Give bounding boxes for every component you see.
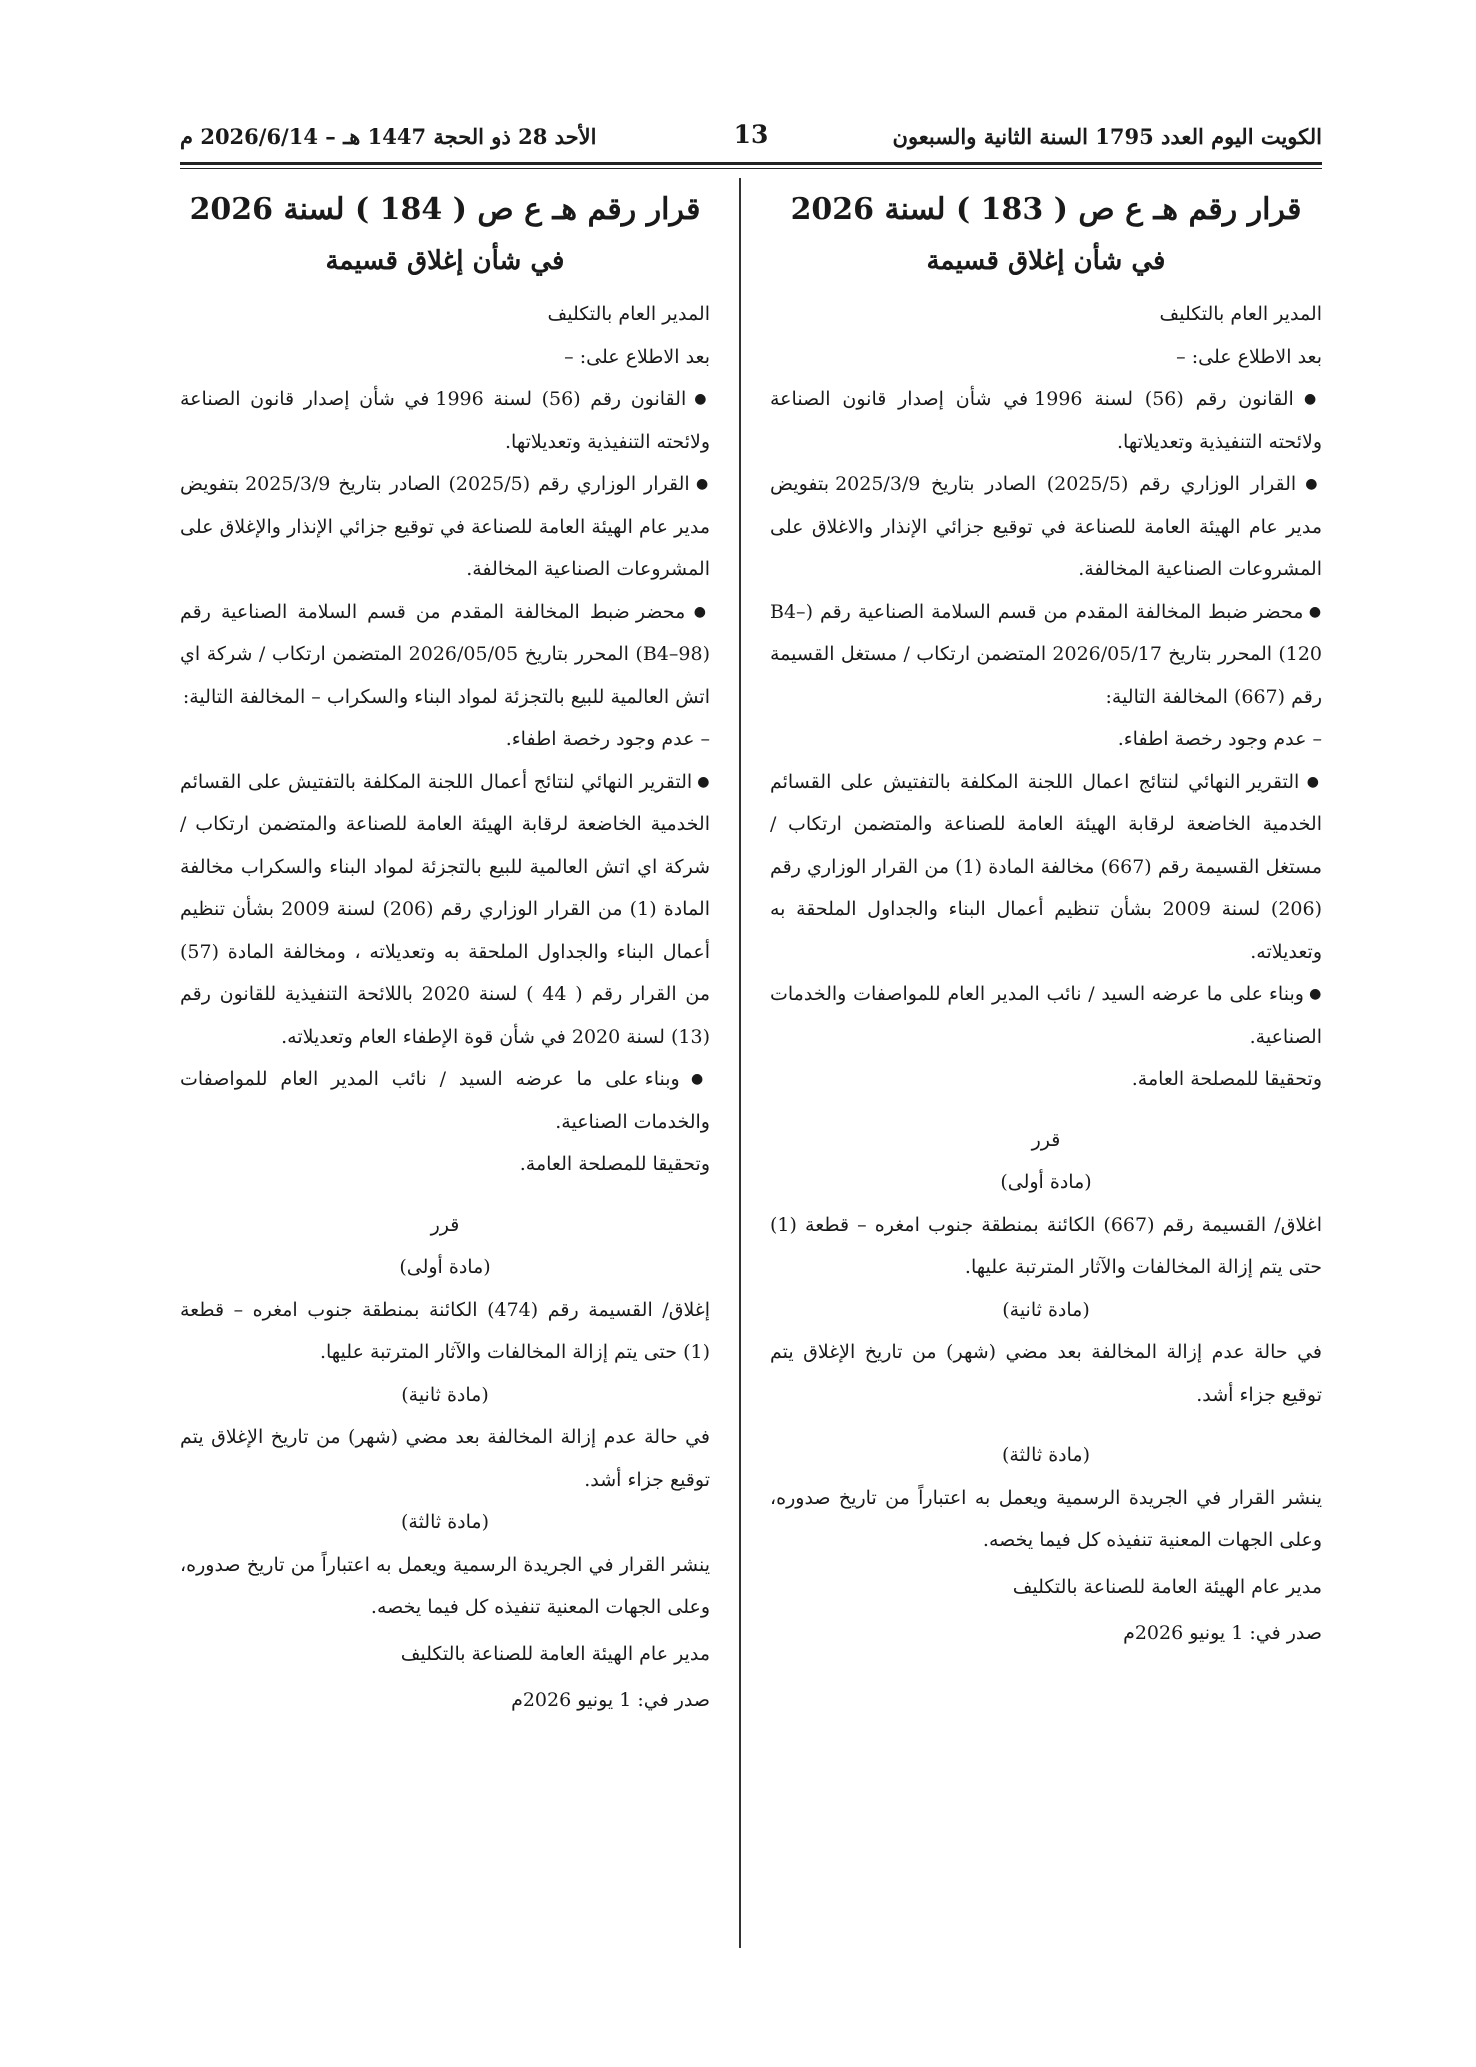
preamble-proposal: ● وبناء على ما عرضه السيد / نائب المدير العام للمواصفات والخدمات الصناعية. — [180, 1058, 710, 1143]
decided-heading: قرر — [430, 1213, 460, 1236]
header-rule-thick — [180, 162, 1322, 165]
page-header — [180, 118, 1322, 158]
article-2-text: في حالة عدم إزالة المخالفة بعد مضي (شهر) من تاريخ الإغلاق يتم توقيع جزاء أشد. — [180, 1426, 711, 1491]
column-separator — [739, 178, 741, 1948]
decision-183-column — [770, 185, 1322, 1655]
article-3-text: ينشر القرار في الجريدة الرسمية ويعمل به اعتباراً من تاريخ صدوره، وعلى الجهات المعنية تنفيذه كل فيما يخصه. — [770, 1486, 1322, 1551]
decision-184-column — [180, 185, 710, 1722]
preamble-final-report: ● التقرير النهائي لنتائج أعمال اللجنة المكلفة بالتفتيش على القسائم الخدمية الخاضعة لرقابة الهيئة العامة للصناعة والمتضمن ارتكاب / شركة اي اتش العالمية للبيع بالتجزئة لمواد البناء والسكراب مخالفة المادة (1) من القرار الوزاري رقم (206) لسنة 2009 بشأن تنظيم أعمال البناء والجداول الملحقة به وتعديلاته ، ومخالفة المادة (57) من القرار رقم ( 44 ) لسنة 2020 باللائحة التنفيذية للقانون رقم (13) لسنة 2020 في شأن قوة الإطفاء العام وتعديلاته. — [180, 761, 710, 1059]
director-line: المدير العام بالتكليف — [1159, 303, 1322, 325]
article-1-heading: (مادة أولى) — [399, 1256, 491, 1278]
article-2-text: في حالة عدم إزالة المخالفة بعد مضي (شهر) من تاريخ الإغلاق يتم توقيع جزاء أشد. — [770, 1341, 1323, 1406]
signature-line: مدير عام الهيئة العامة للصناعة بالتكليف — [1012, 1575, 1322, 1598]
preamble-final-report: ● التقرير النهائي لنتائج اعمال اللجنة المكلفة بالتفتيش على القسائم الخدمية الخاضعة لرقابة الهيئة العامة للصناعة والمتضمن ارتكاب / مستغل القسيمة رقم (667) مخالفة المادة (1) من القرار الوزاري رقم (206) لسنة 2009 بشأن تنظيم أعمال البناء والجداول الملحقة به وتعديلاته. — [770, 761, 1322, 974]
preamble-violation-report: ● محضر ضبط المخالفة المقدم من قسم السلامة الصناعية رقم (B4–98) المحرر بتاريخ 2026/05/05 المتضمن ارتكاب / شركة اي اتش العالمية للبيع بالتجزئة لمواد البناء والسكراب – المخالفة التالية: — [180, 591, 710, 719]
preamble-ministerial-decision: ● القرار الوزاري رقم (2025/5) الصادر بتاريخ 2025/3/9 بتفويض مدير عام الهيئة العامة للصناعة في توقيع جزائي الإنذار والإغلاق على المشروعات الصناعية المخالفة. — [180, 463, 710, 591]
spacer — [770, 1101, 1322, 1119]
article-2-heading: (مادة ثانية) — [1002, 1298, 1090, 1321]
article-1-text: إغلاق/ القسيمة رقم (474) الكائنة بمنطقة جنوب امغره – قطعة (1) حتى يتم إزالة المخالفات والآثار المترتبة عليها. — [180, 1298, 710, 1363]
preamble-law: ● القانون رقم (56) لسنة 1996 في شأن إصدار قانون الصناعة ولائحته التنفيذية وتعديلاتها. — [180, 378, 710, 463]
spacer — [770, 1416, 1322, 1434]
signature-line: مدير عام الهيئة العامة للصناعة بالتكليف — [400, 1642, 710, 1665]
article-2-heading: (مادة ثانية) — [401, 1383, 489, 1406]
article-3-heading: (مادة ثالثة) — [1001, 1444, 1091, 1466]
public-interest-line: وتحقيقا للمصلحة العامة. — [1131, 1068, 1322, 1090]
after-review-line: بعد الاطلاع على: – — [1176, 345, 1322, 368]
decided-heading: قرر — [1031, 1128, 1061, 1151]
issued-date: صدر في: 1 يونيو 2026م — [1123, 1622, 1322, 1644]
article-1-text: اغلاق/ القسيمة رقم (667) الكائنة بمنطقة جنوب امغره – قطعة (1) حتى يتم إزالة المخالفات والآثار المترتبة عليها. — [770, 1213, 1322, 1278]
director-line: المدير العام بالتكليف — [547, 303, 710, 325]
decision-title: قرار رقم هـ ع ص ( 184 ) لسنة 2026 — [189, 192, 701, 227]
decision-title: قرار رقم هـ ع ص ( 183 ) لسنة 2026 — [790, 192, 1302, 227]
issue-info: الكويت اليوم العدد 1795 السنة الثانية والسبعون — [892, 124, 1322, 149]
header-rule-thin — [180, 168, 1322, 169]
article-3-heading: (مادة ثالثة) — [400, 1511, 490, 1533]
preamble-law: ● القانون رقم (56) لسنة 1996 في شأن إصدار قانون الصناعة ولائحته التنفيذية وتعديلاتها. — [770, 378, 1322, 463]
preamble-ministerial-decision: ● القرار الوزاري رقم (2025/5) الصادر بتاريخ 2025/3/9 بتفويض مدير عام الهيئة العامة للصناعة في توقيع جزائي الإنذار والاغلاق على المشروعات الصناعية المخالفة. — [770, 463, 1322, 591]
violation-item: – عدم وجود رخصة اطفاء. — [1117, 728, 1322, 750]
public-interest-line: وتحقيقا للمصلحة العامة. — [519, 1153, 710, 1175]
preamble-violation-report: ● محضر ضبط المخالفة المقدم من قسم السلامة الصناعية رقم (B4–120) المحرر بتاريخ 2026/05/17 المتضمن ارتكاب / مستغل القسيمة رقم (667) المخالفة التالية: — [770, 591, 1322, 719]
preamble-proposal: ● وبناء على ما عرضه السيد / نائب المدير العام للمواصفات والخدمات الصناعية. — [770, 973, 1322, 1058]
issued-date: صدر في: 1 يونيو 2026م — [511, 1689, 710, 1711]
violation-item: – عدم وجود رخصة اطفاء. — [505, 728, 710, 750]
article-1-heading: (مادة أولى) — [1000, 1171, 1092, 1193]
after-review-line: بعد الاطلاع على: – — [564, 345, 710, 368]
article-3-text: ينشر القرار في الجريدة الرسمية ويعمل به اعتباراً من تاريخ صدوره، وعلى الجهات المعنية تنفيذه كل فيما يخصه. — [180, 1553, 710, 1618]
issue-date: الأحد 28 ذو الحجة 1447 هـ – 2026/6/14 م — [180, 124, 597, 149]
decision-subtitle: في شأن إغلاق قسيمة — [926, 246, 1166, 276]
page-number: 13 — [733, 120, 769, 149]
spacer — [180, 1186, 710, 1204]
decision-subtitle: في شأن إغلاق قسيمة — [325, 246, 565, 276]
